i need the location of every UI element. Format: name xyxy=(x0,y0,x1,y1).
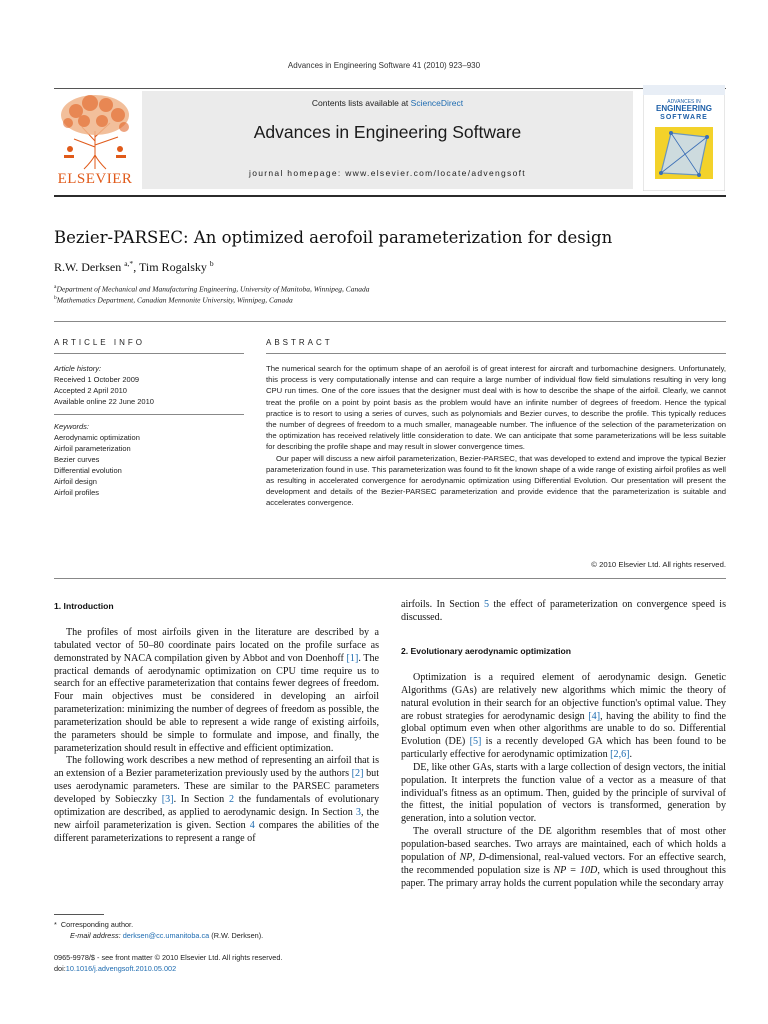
text-run: , which is used throughout this paper. The primary array holds the current population while the secondary array xyxy=(401,864,726,889)
author-2-affil-mark[interactable]: b xyxy=(209,259,214,268)
text-run: . xyxy=(629,749,633,761)
text-run: , xyxy=(472,851,479,863)
text-run: the fundamentals of evolutionary optimization are described, as applied to aerodynamic design. In Section xyxy=(54,793,379,818)
article-title: Bezier-PARSEC: An optimized aerofoil parameterization for design xyxy=(54,228,613,247)
abstract-bottom-rule xyxy=(54,578,726,579)
section-link[interactable]: 3 xyxy=(355,806,361,818)
affiliation-a-text: Department of Mechanical and Manufacturing Engineering, University of Manitoba, Winnipeg, Canada xyxy=(56,284,370,294)
masthead-rule xyxy=(54,195,726,197)
text-run: The overall structure of the DE algorithm resembles that of most other population-based searches. Two arrays are maintained, each of which holds a population of xyxy=(401,826,726,863)
email-label: E-mail address: xyxy=(70,931,123,940)
keyword-item: Aerodynamic optimization xyxy=(54,433,140,442)
text-run: The following work describes a new method of representing an airfoil that is an extension of a Bezier parameterization previously used by the authors xyxy=(54,755,379,780)
sciencedirect-link[interactable]: ScienceDirect xyxy=(410,98,464,108)
text-run: , the new airfoil parameterization is given. Section xyxy=(54,806,379,831)
author-1[interactable]: R.W. Derksen xyxy=(54,260,122,274)
history-received: Received 1 October 2009 xyxy=(54,375,140,384)
keyword-item: Airfoil profiles xyxy=(54,488,100,497)
section-link[interactable]: 5 xyxy=(483,599,489,610)
text-run: , having the ability to find the global optimum even when other algorithms are unable to do so. Differential Evolution (DE) xyxy=(401,710,727,748)
article-info-heading: ARTICLE INFO xyxy=(54,338,145,347)
continuation-paragraph xyxy=(401,599,726,625)
journal-cover[interactable] xyxy=(643,85,725,191)
abstract-copyright: © 2010 Elsevier Ltd. All rights reserved. xyxy=(591,560,726,569)
left-column-body xyxy=(54,627,379,845)
journal-name: Advances in Engineering Software xyxy=(253,122,522,142)
affiliation-b-mark: b xyxy=(54,295,57,301)
text-run: is a recently developed GA which has been found to be particularly effective for aerodynamic optimization xyxy=(401,736,726,761)
keywords-label: Keywords: xyxy=(54,422,90,431)
abstract-paragraph-2: Our paper will discuss a new airfoil parameterization, Bezier-PARSEC, that was developed to extend and improve the typical Bezier parameterization found in use. This parameterization was found to fit the known shape of a wide range of existing airfoil profiles as well as resulting in accelerated convergence for aerodynamic optimization using Differential Evolution. Our presentation will present the development and details of the Bezier-PARSEC parameterization and provide evidence that the parameterization is suitable and accelerates convergence. xyxy=(266,453,726,508)
text-run: but uses aerodynamic parameters. These are similar to the PARSEC parameters developed by Sobieczky xyxy=(54,768,380,805)
intro-paragraph-1 xyxy=(54,627,379,755)
journal-homepage-link[interactable]: journal homepage: www.elsevier.com/locate/advengsoft xyxy=(249,168,526,178)
corresponding-label: Corresponding author. xyxy=(60,920,134,929)
text-run: the effect of parameterization on convergence speed is discussed. xyxy=(401,599,726,623)
section-link[interactable]: 4 xyxy=(249,819,255,831)
author-separator: , xyxy=(133,260,139,274)
keywords-block xyxy=(54,421,244,498)
citation-link[interactable]: [1] xyxy=(346,652,359,664)
citation-link[interactable]: [2] xyxy=(351,768,364,780)
affiliation-a-mark: a xyxy=(54,284,57,290)
contents-line xyxy=(142,98,633,108)
affiliation-a xyxy=(54,284,370,294)
keyword-item: Airfoil parameterization xyxy=(54,444,131,453)
doi-line xyxy=(54,964,176,973)
issn-line: 0965-9978/$ - see front matter © 2010 Elsevier Ltd. All rights reserved. xyxy=(54,953,283,962)
sec2-paragraph-3 xyxy=(401,826,726,890)
section-1-heading: 1. Introduction xyxy=(54,601,114,611)
history-online: Available online 22 June 2010 xyxy=(54,397,154,406)
email-suffix: (R.W. Derksen). xyxy=(209,931,264,940)
footnote-rule xyxy=(54,914,104,915)
sec2-paragraph-2: DE, like other GAs, starts with a large collection of design vectors, the initial population. It interprets the function value of a vector as a measure of that individual's fitness as an optimum. Then, guided by the principle of survival of the fittest, the initial population of vectors is transformed, generation by generation, into a solution vector. xyxy=(401,761,726,825)
cover-line-3: SOFTWARE xyxy=(660,114,708,121)
intro-paragraph-2 xyxy=(54,755,379,845)
citation-link[interactable]: [4] xyxy=(588,710,601,722)
sec2-paragraph-1 xyxy=(401,672,726,762)
math-np: NP xyxy=(459,851,473,863)
right-column-body xyxy=(401,672,726,890)
top-rule xyxy=(54,88,726,89)
text-run: airfoils. In Section xyxy=(401,599,484,610)
cover-line-2: ENGINEERING xyxy=(655,104,713,113)
citation-link[interactable]: [3] xyxy=(161,793,174,805)
author-1-affil-mark[interactable]: a,* xyxy=(124,259,134,268)
email-link[interactable]: derksen@cc.umanitoba.ca xyxy=(122,931,210,940)
right-column-continuation xyxy=(401,599,726,625)
journal-masthead xyxy=(142,91,633,189)
text-run: . In Section xyxy=(173,793,229,805)
journal-cover-image xyxy=(643,85,725,191)
elsevier-tree-icon xyxy=(54,91,136,171)
elsevier-logo[interactable] xyxy=(54,91,136,191)
text-run: Optimization is a required element of aerodynamic design. Genetic Algorithms (GAs) are relatively new algorithms which mimic the theory of natural evolution in their search for an objective function's optimal value. They are robust strategies for aerodynamic design xyxy=(401,672,726,722)
cover-line-1: ADVANCES IN xyxy=(667,99,701,105)
citation-link[interactable]: [2,6] xyxy=(610,749,630,761)
abstract-body xyxy=(266,363,726,509)
publisher-wordmark: ELSEVIER xyxy=(57,171,133,187)
keyword-item: Bezier curves xyxy=(54,455,100,464)
keywords-rule xyxy=(54,414,244,415)
abstract-paragraph-1: The numerical search for the optimum shape of an aerofoil is of great interest for aircraft and turbomachine designers. Unfortunately, this process is very computationally intense and can require a large number of individual flow field simulations resulting in very long CPU run times. One of the core issues that the designer must deal with is how to describe the shape of the airfoil. Clearly, we cannot treat the profile on a point by point basis as the problem would have an infinite number of degrees of freedom. Hence the typical practice is to resort to using a series of curves, such as polynomials and Bezier curves, to describe the profile. This typically reduces the number of degrees of freedom to a much smaller, manageable number. The influence of the selection of the parameterization on the optimization has received relatively little consideration to date. We can anticipate that some parameterizations will be less suitable for describing the profile shape and may result in slower convergence times. xyxy=(266,364,726,452)
corresponding-author-note xyxy=(54,920,133,929)
author-line xyxy=(54,259,214,275)
text-run: The profiles of most airfoils given in the literature are described by a tabulated vector of 50–80 coordinate pairs located on the profile surface as demonstrated by NACA compilation given by Abbot and von Doenhoff xyxy=(54,627,379,664)
author-2[interactable]: Tim Rogalsky xyxy=(138,260,207,274)
footnote-star: * xyxy=(54,920,57,929)
section-2-heading: 2. Evolutionary aerodynamic optimization xyxy=(401,646,571,656)
abstract-heading: ABSTRACT xyxy=(266,338,333,347)
contents-prefix: Contents lists available at xyxy=(311,98,411,108)
section-link[interactable]: 2 xyxy=(228,793,234,805)
text-run: . The practical demands of aerodynamic optimization on CPU time require us to search for an effective parameterization that contains fewer degrees of freedom. Four main objectives must be considered in developing an airfoil parameterization: minimizing the number of degrees of freedom as possible, the parameterization should be able to represent a wide range of existing airfoils, the parameters should be simple to formulate and impose, and finally, the parameterization should result in effective and efficient optimization. xyxy=(54,652,380,754)
journal-citation: Advances in Engineering Software 41 (2010) 923–930 xyxy=(287,61,481,70)
affiliation-b-text: Mathematics Department, Canadian Mennonite University, Winnipeg, Canada xyxy=(56,295,293,305)
citation-link[interactable]: [5] xyxy=(469,736,482,748)
math-d: D xyxy=(478,851,486,863)
front-matter-rule xyxy=(54,321,726,322)
doi-prefix: doi: xyxy=(54,964,66,973)
doi-link[interactable]: 10.1016/j.advengsoft.2010.05.002 xyxy=(65,964,177,973)
article-history-label: Article history: xyxy=(54,364,102,373)
affiliation-b xyxy=(54,295,293,305)
email-note xyxy=(70,931,263,940)
math-np-equation: NP = 10D xyxy=(553,864,598,876)
keyword-item: Differential evolution xyxy=(54,466,122,475)
text-run: compares the abilities of the different parameterizations to represent a range of xyxy=(54,819,379,844)
history-accepted: Accepted 2 April 2010 xyxy=(54,386,127,395)
article-info-rule xyxy=(54,353,244,354)
text-run: -dimensional, real-valued vectors. For an effective search, the recommended population size is xyxy=(401,851,726,876)
keyword-item: Airfoil design xyxy=(54,477,97,486)
article-history xyxy=(54,363,244,407)
abstract-rule xyxy=(266,353,726,354)
